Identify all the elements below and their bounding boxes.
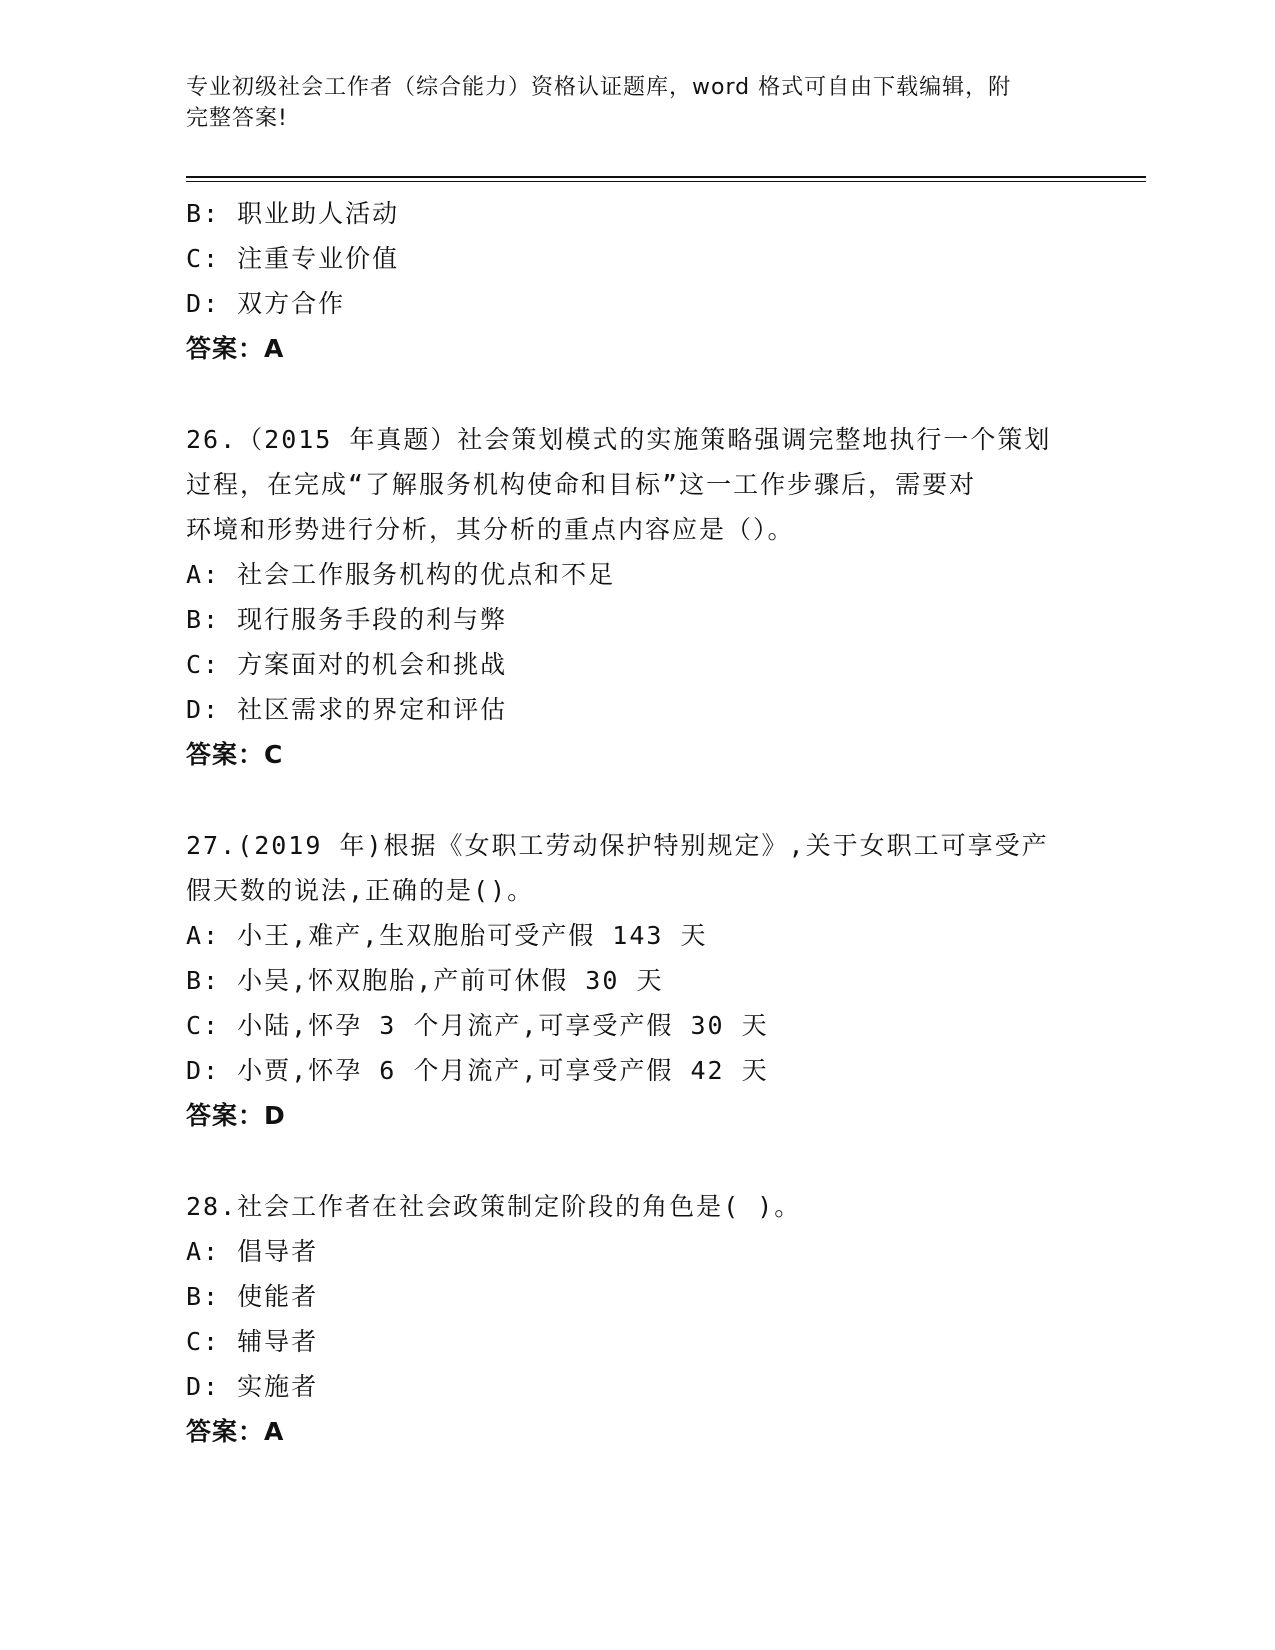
header-divider [186, 176, 1146, 182]
answer-label: 答案：D [186, 1101, 286, 1130]
question-stem-line: 26.（2015 年真题）社会策划模式的实施策略强调完整地执行一个策划 [186, 425, 1052, 454]
option-c: C: 辅导者 [186, 1327, 319, 1356]
question-gap [186, 371, 1116, 417]
option-d: D: 社区需求的界定和评估 [186, 695, 508, 724]
option-b: B: 职业助人活动 [186, 199, 400, 228]
option-d: D: 实施者 [186, 1372, 319, 1401]
option-b: B: 小吴,怀双胞胎,产前可休假 30 天 [186, 966, 664, 995]
question-gap [186, 777, 1116, 823]
option-a: A: 小王,难产,生双胞胎可受产假 143 天 [186, 921, 708, 950]
question-25-continued [186, 191, 1116, 371]
option-a: A: 倡导者 [186, 1237, 319, 1266]
question-stem-line: 假天数的说法,正确的是()。 [186, 876, 535, 905]
option-a: A: 社会工作服务机构的优点和不足 [186, 560, 616, 589]
option-d: D: 小贾,怀孕 6 个月流产,可享受产假 42 天 [186, 1056, 769, 1085]
option-c: C: 注重专业价值 [186, 244, 400, 273]
question-list [186, 191, 1116, 1454]
question-stem-line: 27.(2019 年)根据《女职工劳动保护特别规定》,关于女职工可享受产 [186, 831, 1049, 860]
option-b: B: 现行服务手段的利与弊 [186, 605, 508, 634]
question-stem-line: 过程，在完成“了解服务机构使命和目标”这一工作步骤后，需要对 [186, 470, 977, 499]
option-d: D: 双方合作 [186, 289, 346, 318]
question-28 [186, 1184, 1116, 1454]
question-27 [186, 823, 1116, 1138]
question-stem-line: 28.社会工作者在社会政策制定阶段的角色是( )。 [186, 1192, 802, 1221]
option-b: B: 使能者 [186, 1282, 319, 1311]
answer-label: 答案：A [186, 1417, 285, 1446]
answer-label: 答案：C [186, 740, 284, 769]
page-header [186, 72, 1066, 134]
answer-label: 答案：A [186, 334, 285, 363]
option-c: C: 小陆,怀孕 3 个月流产,可享受产假 30 天 [186, 1011, 769, 1040]
header-title-line-1: 专业初级社会工作者（综合能力）资格认证题库，word 格式可自由下载编辑，附 [186, 75, 1012, 100]
header-title-line-2: 完整答案! [186, 106, 288, 131]
question-gap [186, 1138, 1116, 1184]
option-c: C: 方案面对的机会和挑战 [186, 650, 508, 679]
question-stem-line: 环境和形势进行分析，其分析的重点内容应是（）。 [186, 515, 795, 544]
question-26 [186, 417, 1116, 777]
